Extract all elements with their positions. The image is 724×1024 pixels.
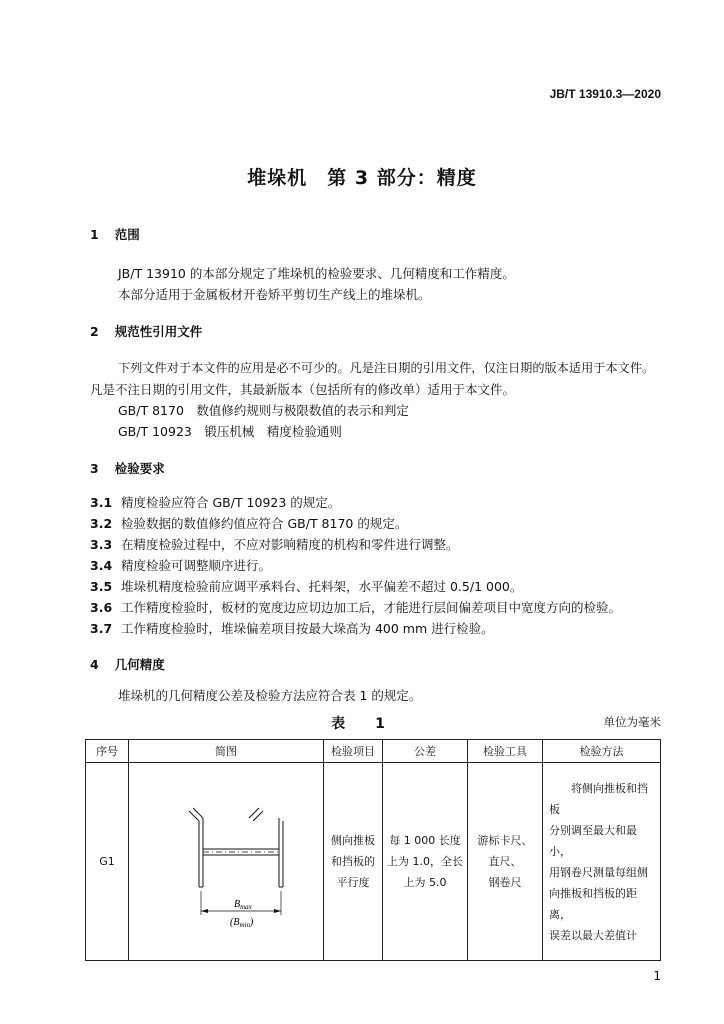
clause-number: 3.2 (90, 516, 113, 531)
clause-number: 3.3 (90, 537, 113, 552)
clause-text: 工作精度检验时，板材的宽度边应切边加工后，才能进行层间偏差项目中宽度方向的检验。 (121, 600, 622, 615)
reference-gbt-10923: GB/T 10923 锻压机械 精度检验通则 (118, 424, 342, 439)
clause-text: 堆垛机精度检验前应调平承料台、托料架，水平偏差不超过 0.5/1 000。 (121, 579, 523, 594)
section-4-paragraph: 堆垛机的几何精度公差及检验方法应符合表 1 的规定。 (118, 688, 422, 703)
section-number: 2 (90, 324, 99, 339)
table-header-row (86, 740, 661, 763)
text-line: 向推板和挡板的距离， (549, 886, 637, 921)
section-number: 1 (90, 227, 99, 242)
inspection-method (543, 763, 661, 961)
clause-number: 3.7 (90, 621, 113, 636)
table-row (86, 763, 661, 961)
header-cell: 序号 (86, 740, 129, 763)
clause-text: 在精度检验过程中，不应对影响精度的机构和零件进行调整。 (121, 537, 459, 552)
header-cell: 公差 (383, 740, 468, 763)
text-line: 直尺、 (488, 855, 522, 868)
clause-text: 检验数据的数值修约值应符合 GB/T 8170 的规定。 (121, 516, 408, 531)
clause (90, 493, 340, 511)
section-2-paragraph-line-2: 凡是不注日期的引用文件，其最新版本（包括所有的修改单）适用于本文件。 (90, 382, 516, 397)
header-cell: 检验工具 (468, 740, 543, 763)
clause (90, 619, 494, 637)
section-number: 3 (90, 461, 99, 476)
text-line: 分别调至最大和最小， (549, 823, 637, 858)
row-number: G1 (86, 763, 129, 961)
diagram-cell (129, 763, 324, 961)
dimension-arrow (201, 909, 208, 913)
clause-number: 3.1 (90, 495, 113, 510)
section-title: 范围 (114, 227, 140, 242)
text-line: 和挡板的 (331, 855, 375, 868)
parallelism-diagram (129, 763, 323, 953)
clause (90, 598, 621, 616)
header-cell: 检验方法 (543, 740, 661, 763)
clause-text: 工作精度检验时，堆垛偏差项目按最大垛高为 400 mm 进行检验。 (121, 621, 494, 636)
tolerance (383, 763, 468, 961)
section-1-paragraph-1: JB/T 13910 的本部分规定了堆垛机的检验要求、几何精度和工作精度。 (118, 266, 515, 281)
inspection-item (324, 763, 383, 961)
table-caption: 表 1 (331, 716, 393, 732)
clause (90, 577, 522, 595)
table-unit-note: 单位为毫米 (603, 715, 661, 729)
section-1-paragraph-2: 本部分适用于金属板材开卷矫平剪切生产线上的堆垛机。 (118, 287, 431, 302)
header-cell: 简图 (129, 740, 324, 763)
text-line: 侧向推板 (331, 834, 375, 847)
text-line: 上为 1.0，全长 (387, 855, 463, 868)
text-line: 将侧向推板和挡板 (549, 781, 648, 816)
section-title: 几何精度 (114, 657, 165, 672)
clause-text: 精度检验应符合 GB/T 10923 的规定。 (121, 495, 341, 510)
section-3-heading (90, 459, 165, 477)
section-2-paragraph-line-1: 下列文件对于本文件的应用是必不可少的。凡是注日期的引用文件，仅注日期的版本适用于本文件。 (118, 361, 655, 375)
table-1 (85, 739, 661, 961)
text-line: 上为 5.0 (403, 876, 447, 889)
section-4-heading (90, 655, 165, 673)
clause (90, 535, 459, 553)
dimension-label-min: $(B_{min})$ (230, 917, 254, 929)
text-line: 用钢卷尺测量每组侧 (549, 865, 648, 879)
dimension-label-max: $B_{max}$ (234, 899, 252, 911)
text-line: 每 1 000 长度 (389, 834, 461, 847)
section-1-heading (90, 225, 140, 243)
clause-text: 精度检验可调整顺序进行。 (121, 558, 272, 573)
section-2-heading (90, 322, 202, 340)
clause (90, 514, 407, 532)
clause-number: 3.6 (90, 600, 113, 615)
clause-number: 3.4 (90, 558, 113, 573)
text-line: 误差以最大差值计 (549, 928, 637, 942)
dimension-arrow (274, 909, 281, 913)
text-line: 游标卡尺、 (477, 834, 533, 847)
page-number: 1 (653, 969, 661, 983)
text-line: 平行度 (336, 876, 370, 889)
inspection-tools (468, 763, 543, 961)
clause (90, 556, 271, 574)
section-number: 4 (90, 657, 99, 672)
section-title: 检验要求 (114, 461, 165, 476)
reference-gbt-8170: GB/T 8170 数值修约规则与极限数值的表示和判定 (118, 403, 409, 418)
header-cell: 检验项目 (324, 740, 383, 763)
document-title: 堆垛机 第 3 部分：精度 (247, 167, 477, 189)
section-title: 规范性引用文件 (114, 324, 203, 339)
clause-number: 3.5 (90, 579, 113, 594)
standard-number: JB/T 13910.3—2020 (549, 87, 661, 101)
text-line: 钢卷尺 (488, 876, 522, 889)
